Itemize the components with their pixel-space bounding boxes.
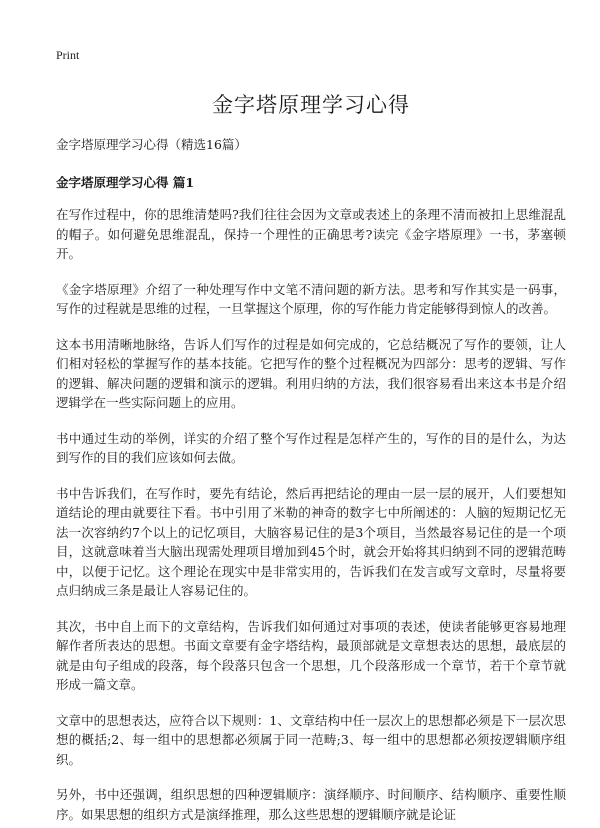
- paragraph: 书中告诉我们，在写作时，要先有结论，然后再把结论的理由一层一层的展开，人们要想知道结论的理由就要往下看。书中引用了米勒的神奇的数字七中所阐述的：人脑的短期记忆无法一次容纳约7个以上的记忆项目，大脑容易记住的是3个项目，当然最容易记住的是一个项目，这就意味着当大脑出现需处理项目增加到45个时，就会开始将其归纳到不同的逻辑范畴中，以便于记忆。这个理论在现实中是非常实用的，告诉我们在发言或写文章时，尽量将要点归纳成三条是最让人容易记住的。: [56, 485, 566, 598]
- print-link[interactable]: Print: [56, 48, 80, 62]
- document-subtitle: 金字塔原理学习心得（精选16篇）: [56, 137, 247, 152]
- section-heading: 金字塔原理学习心得 篇1: [56, 175, 195, 190]
- paragraph: 这本书用清晰地脉络，告诉人们写作的过程是如何完成的，它总结概况了写作的要领，让人们相对轻松的掌握写作的基本技能。它把写作的整个过程概况为四部分：思考的逻辑、写作的逻辑、解决问题的逻辑和演示的逻辑。利用归纳的方法，我们很容易看出来这本书是介绍逻辑学在一些实际问题上的应用。: [56, 336, 566, 410]
- paragraph: 在写作过程中，你的思维清楚吗?我们往往会因为文章或表述上的条理不清而被扣上思维混乱的帽子。如何避免思维混乱，保持一个理性的正确思考?读完《金字塔原理》一书，茅塞顿开。: [56, 207, 566, 261]
- paragraph: 文章中的思想表达，应符合以下规则：1、文章结构中任一层次上的思想都必须是下一层次思想的概括;2、每一组中的思想都必须属于同一范畴;3、每一组中的思想都必须按逻辑顺序组织。: [56, 712, 566, 767]
- page-title: 金字塔原理学习心得: [212, 93, 410, 117]
- paragraph: 另外，书中还强调，组织思想的四种逻辑顺序：演绎顺序、时间顺序、结构顺序、重要性顺序。如果思想的组织方式是演绎推理，那么这些思想的逻辑顺序就是论证: [56, 787, 566, 822]
- paragraph: 书中通过生动的举例，详实的介绍了整个写作过程是怎样产生的，写作的目的是什么，为达到写作的目的我们应该如何去做。: [56, 430, 566, 465]
- paragraph: 其次，书中自上而下的文章结构，告诉我们如何通过对事项的表述，使读者能够更容易地理解作者所表达的思想。书面文章要有金字塔结构，最顶部就是文章想表达的思想，最底层的就是由句子组成的段落，每个段落只包含一个思想，几个段落形成一个章节，若干个章节就形成一篇文章。: [56, 618, 566, 692]
- paragraph: 《金字塔原理》介绍了一种处理写作中文笔不清问题的新方法。思考和写作其实是一码事，写作的过程就是思维的过程，一旦掌握这个原理，你的写作能力肯定能够得到惊人的改善。: [56, 281, 566, 316]
